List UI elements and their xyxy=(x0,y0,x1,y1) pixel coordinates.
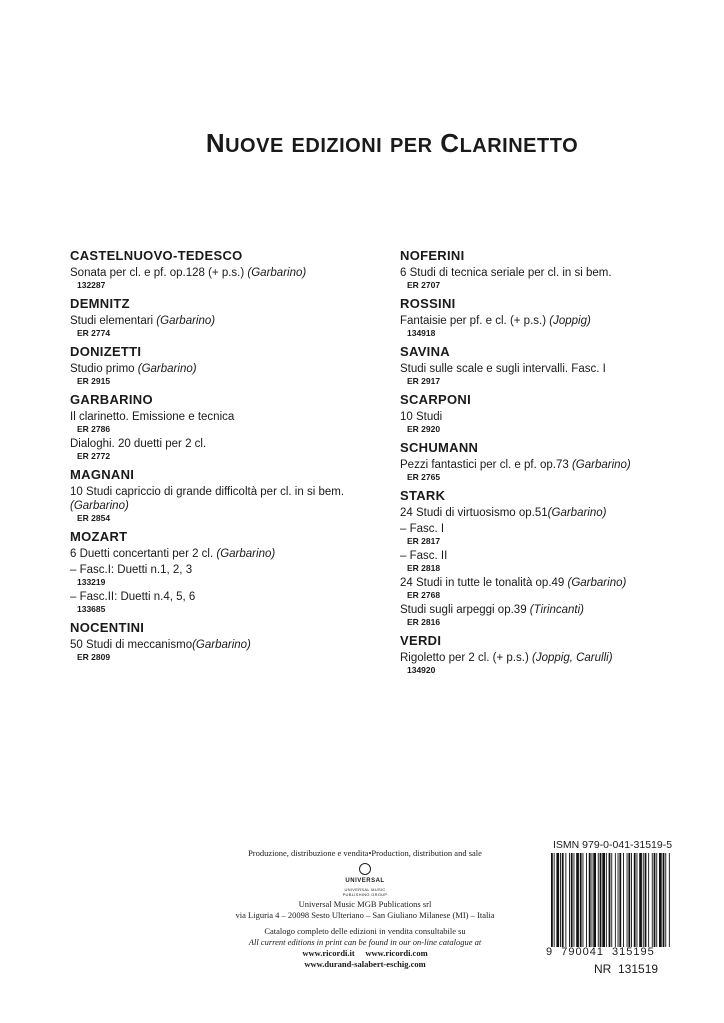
title-initial-n: N xyxy=(205,128,226,158)
catalog-note-it: Catalogo completo delle edizioni in vendita consultabile su xyxy=(264,926,466,936)
barcode-bar xyxy=(663,853,665,947)
work-title xyxy=(400,506,700,520)
work-text: Studi sugli arpeggi op.39 xyxy=(400,604,530,616)
barcode-bar xyxy=(619,853,621,947)
work-text: 6 Studi di tecnica seriale per cl. in si bem. xyxy=(400,267,612,279)
universal-logo xyxy=(335,863,395,897)
barcode-bar xyxy=(669,853,670,947)
barcode-bar xyxy=(606,853,607,947)
title-word-edizioni: EDIZIONI xyxy=(291,135,383,157)
logo-subtitle-1: UNIVERSAL MUSIC xyxy=(344,887,386,892)
edition-code: ER 2768 xyxy=(407,590,441,600)
composer-heading: MOZART xyxy=(70,529,128,544)
edition-code: 134920 xyxy=(407,665,436,675)
barcode-bar xyxy=(665,853,666,947)
composer-heading: NOFERINI xyxy=(400,248,465,263)
work-title xyxy=(400,576,700,590)
edition-code: ER 2774 xyxy=(77,328,111,338)
composer-heading: CASTELNUOVO-TEDESCO xyxy=(70,248,243,263)
barcode-bars xyxy=(549,853,671,947)
barcode-digits: 9 790041 315195 xyxy=(546,946,655,958)
barcode-bar xyxy=(652,853,653,947)
edition-code: ER 2917 xyxy=(407,376,441,386)
work-title xyxy=(400,266,700,280)
barcode-bar xyxy=(576,853,579,947)
work-text: 10 Studi xyxy=(400,411,443,423)
barcode-bar xyxy=(583,853,584,947)
work-title xyxy=(70,266,390,280)
work-text: Rigoletto per 2 cl. (+ p.s.) xyxy=(400,652,532,664)
composer-heading: SCHUMANN xyxy=(400,440,479,455)
barcode-bar xyxy=(580,853,582,947)
composer-heading: SAVINA xyxy=(400,344,450,359)
edition-code: ER 2765 xyxy=(407,472,441,482)
publisher-footer xyxy=(200,848,530,970)
website-link-durand: www.durand-salabert-eschig.com xyxy=(304,959,426,969)
work-text: Pezzi fantastici per cl. e pf. op.73 xyxy=(400,459,572,471)
edition-code: 132287 xyxy=(77,280,106,290)
edition-code: ER 2707 xyxy=(407,280,441,290)
barcode-bar xyxy=(609,853,611,947)
work-text: 6 Duetti concertanti per 2 cl. xyxy=(70,548,217,560)
catalog-number: NR 131519 xyxy=(594,962,659,976)
barcode-bar xyxy=(602,853,605,947)
work-text: 10 Studi capriccio di grande difficoltà per cl. in si bem. xyxy=(70,486,345,498)
title-word-per: PER xyxy=(389,135,433,157)
work-editor: (Garbarino) xyxy=(571,459,631,471)
publisher-name: Universal Music MGB Publications srl xyxy=(298,899,432,909)
edition-code: 134918 xyxy=(407,328,436,338)
title-word-nuove: UOVE xyxy=(225,135,284,157)
barcode-bar xyxy=(589,853,591,947)
edition-code: 133685 xyxy=(77,604,106,614)
composer-heading: STARK xyxy=(400,488,446,503)
work-editor: (Garbarino) xyxy=(70,500,129,512)
work-text: Studio primo xyxy=(70,363,138,375)
work-title xyxy=(400,458,700,472)
page-title xyxy=(30,128,724,159)
work-text: Studi elementari xyxy=(70,315,157,327)
barcode-bar xyxy=(571,853,573,947)
barcode-bar xyxy=(639,853,642,947)
work-text: Sonata per cl. e pf. op.128 (+ p.s.) xyxy=(70,267,248,279)
work-editor: (Garbarino) xyxy=(567,577,627,589)
work-title xyxy=(70,362,390,376)
barcode-bar xyxy=(618,853,619,947)
edition-code: ER 2772 xyxy=(77,451,111,461)
barcode-bar xyxy=(634,853,636,947)
barcode-bar xyxy=(643,853,644,947)
barcode-bar xyxy=(654,853,656,947)
barcode-bar xyxy=(598,853,599,947)
barcode-bar xyxy=(631,853,632,947)
title-word-clarinetto: LARINETTO xyxy=(459,135,579,157)
production-line: Produzione, distribuzione e vendita•Production, distribution and sale xyxy=(248,848,482,858)
edition-code: ER 2818 xyxy=(407,563,441,573)
barcode-bar xyxy=(600,853,602,947)
work-title xyxy=(400,410,700,424)
barcode-bar xyxy=(623,853,624,947)
work-text: Studi sulle scale e sugli intervalli. Fasc. I xyxy=(400,363,606,375)
edition-code: ER 2854 xyxy=(77,513,111,523)
composer-heading: MAGNANI xyxy=(70,467,135,482)
work-title xyxy=(70,590,390,604)
work-title xyxy=(400,314,700,328)
work-title xyxy=(70,547,390,561)
work-text: 24 Studi di virtuosismo op.51 xyxy=(400,507,548,519)
barcode-bar xyxy=(593,853,596,947)
edition-code: ER 2915 xyxy=(77,376,111,386)
work-text: Fantaisie per pf. e cl. (+ p.s.) xyxy=(400,315,550,327)
composer-heading: VERDI xyxy=(400,633,442,648)
work-editor: (Tirincanti) xyxy=(529,604,585,616)
work-text: Il clarinetto. Emissione e tecnica xyxy=(70,411,235,423)
barcode-bar xyxy=(615,853,616,947)
composer-heading: NOCENTINI xyxy=(70,620,145,635)
catalog-note-en: All current editions in print can be found in our on-line catalogue at xyxy=(248,937,482,947)
barcode-bar xyxy=(611,853,612,947)
website-links: www.ricordi.it www.ricordi.com xyxy=(302,948,428,958)
logo-subtitle-2: PUBLISHING GROUP xyxy=(342,892,388,897)
work-text: – Fasc. I xyxy=(400,523,445,535)
composer-heading: DEMNITZ xyxy=(70,296,130,311)
work-editor: (Joppig) xyxy=(549,315,591,327)
composer-heading: GARBARINO xyxy=(70,392,153,407)
work-title xyxy=(400,651,700,665)
ismn-number: ISMN 979-0-041-31519-5 xyxy=(553,839,673,851)
edition-code: ER 2786 xyxy=(77,424,111,434)
work-editor: (Garbarino) xyxy=(216,548,276,560)
barcode-bar xyxy=(569,853,570,947)
globe-icon xyxy=(359,863,371,875)
work-title xyxy=(70,563,390,577)
barcode-bar xyxy=(551,853,553,947)
work-title xyxy=(70,410,390,424)
catalog-column-right xyxy=(400,248,700,676)
edition-code: ER 2817 xyxy=(407,536,441,546)
work-title xyxy=(400,603,700,617)
work-text: – Fasc.I: Duetti n.1, 2, 3 xyxy=(70,564,193,576)
work-editor: (Garbarino) xyxy=(156,315,216,327)
edition-code: 133219 xyxy=(77,577,106,587)
work-title xyxy=(400,522,700,536)
composer-heading: SCARPONI xyxy=(400,392,472,407)
barcode-bar xyxy=(560,853,561,947)
title-initial-c: C xyxy=(440,128,460,158)
barcode-bar xyxy=(554,853,555,947)
barcode-bar xyxy=(659,853,662,947)
barcode-bar xyxy=(592,853,593,947)
publisher-address: via Liguria 4 – 20098 Sesto Ulteriano – San Giuliano Milanese (MI) – Italia xyxy=(235,910,495,920)
work-text: 24 Studi in tutte le tonalità op.49 xyxy=(400,577,568,589)
barcode xyxy=(549,853,671,947)
catalog-column-left xyxy=(70,248,390,663)
barcode-bar xyxy=(627,853,628,947)
edition-code: ER 2920 xyxy=(407,424,441,434)
work-title xyxy=(70,638,390,652)
edition-code: ER 2809 xyxy=(77,652,111,662)
barcode-bar xyxy=(645,853,647,947)
barcode-bar xyxy=(586,853,587,947)
barcode-bar xyxy=(637,853,638,947)
work-text: Dialoghi. 20 duetti per 2 cl. xyxy=(70,438,207,450)
work-title xyxy=(400,362,700,376)
barcode-bar xyxy=(648,853,649,947)
work-editor: (Garbarino) xyxy=(247,267,307,279)
work-editor: (Joppig, Carulli) xyxy=(532,652,613,664)
barcode-bar xyxy=(562,853,564,947)
work-title xyxy=(70,437,390,451)
composer-heading: DONIZETTI xyxy=(70,344,142,359)
barcode-bar xyxy=(556,853,559,947)
work-text: – Fasc.II: Duetti n.4, 5, 6 xyxy=(70,591,196,603)
barcode-bar xyxy=(656,853,657,947)
work-text: 50 Studi di meccanismo xyxy=(70,639,193,651)
work-editor: (Garbarino) xyxy=(137,363,197,375)
composer-heading: ROSSINI xyxy=(400,296,456,311)
barcode-bar xyxy=(574,853,575,947)
barcode-bar xyxy=(628,853,630,947)
work-editor: (Garbarino) xyxy=(547,507,607,519)
work-text: – Fasc. II xyxy=(400,550,448,562)
work-title xyxy=(70,314,390,328)
barcode-bar xyxy=(565,853,566,947)
work-editor: (Garbarino) xyxy=(192,639,251,651)
work-title xyxy=(70,485,390,513)
work-title xyxy=(400,549,700,563)
edition-code: ER 2816 xyxy=(407,617,441,627)
logo-wordmark: UNIVERSAL xyxy=(345,878,385,884)
